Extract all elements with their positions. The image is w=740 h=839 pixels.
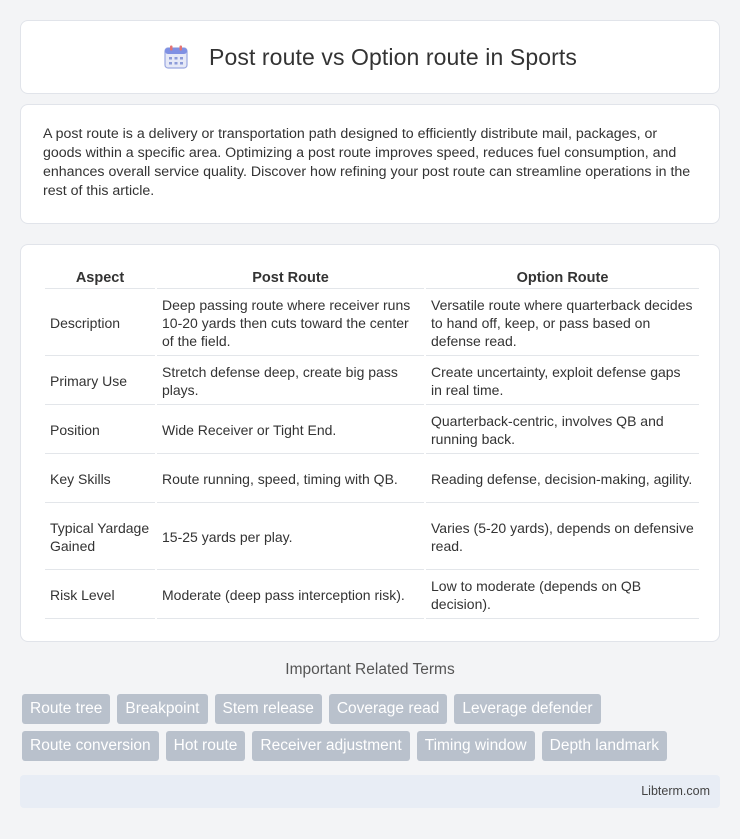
tag-route-tree[interactable]: Route tree — [22, 694, 110, 724]
table-row — [45, 358, 699, 405]
row-aspect: Key Skills — [45, 456, 155, 503]
header-card — [20, 20, 720, 94]
table-header-row — [45, 267, 699, 289]
tag-stem-release[interactable]: Stem release — [215, 694, 322, 724]
row-option-value: Varies (5-20 yards), depends on defensive read. — [426, 505, 699, 570]
row-aspect: Typical Yardage Gained — [45, 505, 155, 570]
table-row — [45, 407, 699, 454]
row-aspect: Risk Level — [45, 572, 155, 619]
row-option-value: Reading defense, decision-making, agility. — [426, 456, 699, 503]
footer-site-link[interactable]: Libterm.com — [641, 784, 710, 798]
row-post-value: 15-25 yards per play. — [157, 505, 424, 570]
header-aspect: Aspect — [45, 267, 155, 289]
row-post-value: Moderate (deep pass interception risk). — [157, 572, 424, 619]
tag-route-conversion[interactable]: Route conversion — [22, 731, 159, 761]
table-row — [45, 291, 699, 356]
tag-coverage-read[interactable]: Coverage read — [329, 694, 448, 724]
header-option-route: Option Route — [426, 267, 699, 289]
tag-row — [22, 731, 722, 761]
footer — [20, 775, 720, 808]
intro-card — [20, 104, 720, 224]
comparison-table-card — [20, 244, 720, 642]
related-terms-title: Important Related Terms — [285, 661, 455, 678]
intro-text: A post route is a delivery or transportation path designed to efficiently distribute mail, packages, or goods within a specific area. Optimizing a post route improves speed, reduces fuel consumption, and enhances overall service quality. Discover how refining your post route can streamline operations in the rest of this article. — [43, 126, 691, 199]
row-post-value: Wide Receiver or Tight End. — [157, 407, 424, 454]
row-post-value: Deep passing route where receiver runs 10-20 yards then cuts toward the center of the field. — [157, 291, 424, 356]
tag-depth-landmark[interactable]: Depth landmark — [542, 731, 667, 761]
header-post-route: Post Route — [157, 267, 424, 289]
tag-leverage-defender[interactable]: Leverage defender — [454, 694, 600, 724]
tag-row — [22, 694, 722, 724]
comparison-table — [43, 265, 701, 621]
row-aspect: Primary Use — [45, 358, 155, 405]
tag-breakpoint[interactable]: Breakpoint — [117, 694, 207, 724]
row-aspect: Position — [45, 407, 155, 454]
table-row — [45, 572, 699, 619]
row-option-value: Versatile route where quarterback decides to hand off, keep, or pass based on defense read. — [426, 291, 699, 356]
tag-hot-route[interactable]: Hot route — [166, 731, 246, 761]
page-title: Post route vs Option route in Sports — [209, 43, 577, 70]
related-terms-tags — [22, 694, 722, 768]
tag-timing-window[interactable]: Timing window — [417, 731, 535, 761]
table-row — [45, 456, 699, 503]
tag-receiver-adjustment[interactable]: Receiver adjustment — [252, 731, 409, 761]
row-post-value: Route running, speed, timing with QB. — [157, 456, 424, 503]
row-aspect: Description — [45, 291, 155, 356]
row-post-value: Stretch defense deep, create big pass plays. — [157, 358, 424, 405]
row-option-value: Create uncertainty, exploit defense gaps in real time. — [426, 358, 699, 405]
row-option-value: Quarterback-centric, involves QB and running back. — [426, 407, 699, 454]
row-option-value: Low to moderate (depends on QB decision). — [426, 572, 699, 619]
table-row — [45, 505, 699, 570]
calendar-icon — [163, 44, 189, 70]
